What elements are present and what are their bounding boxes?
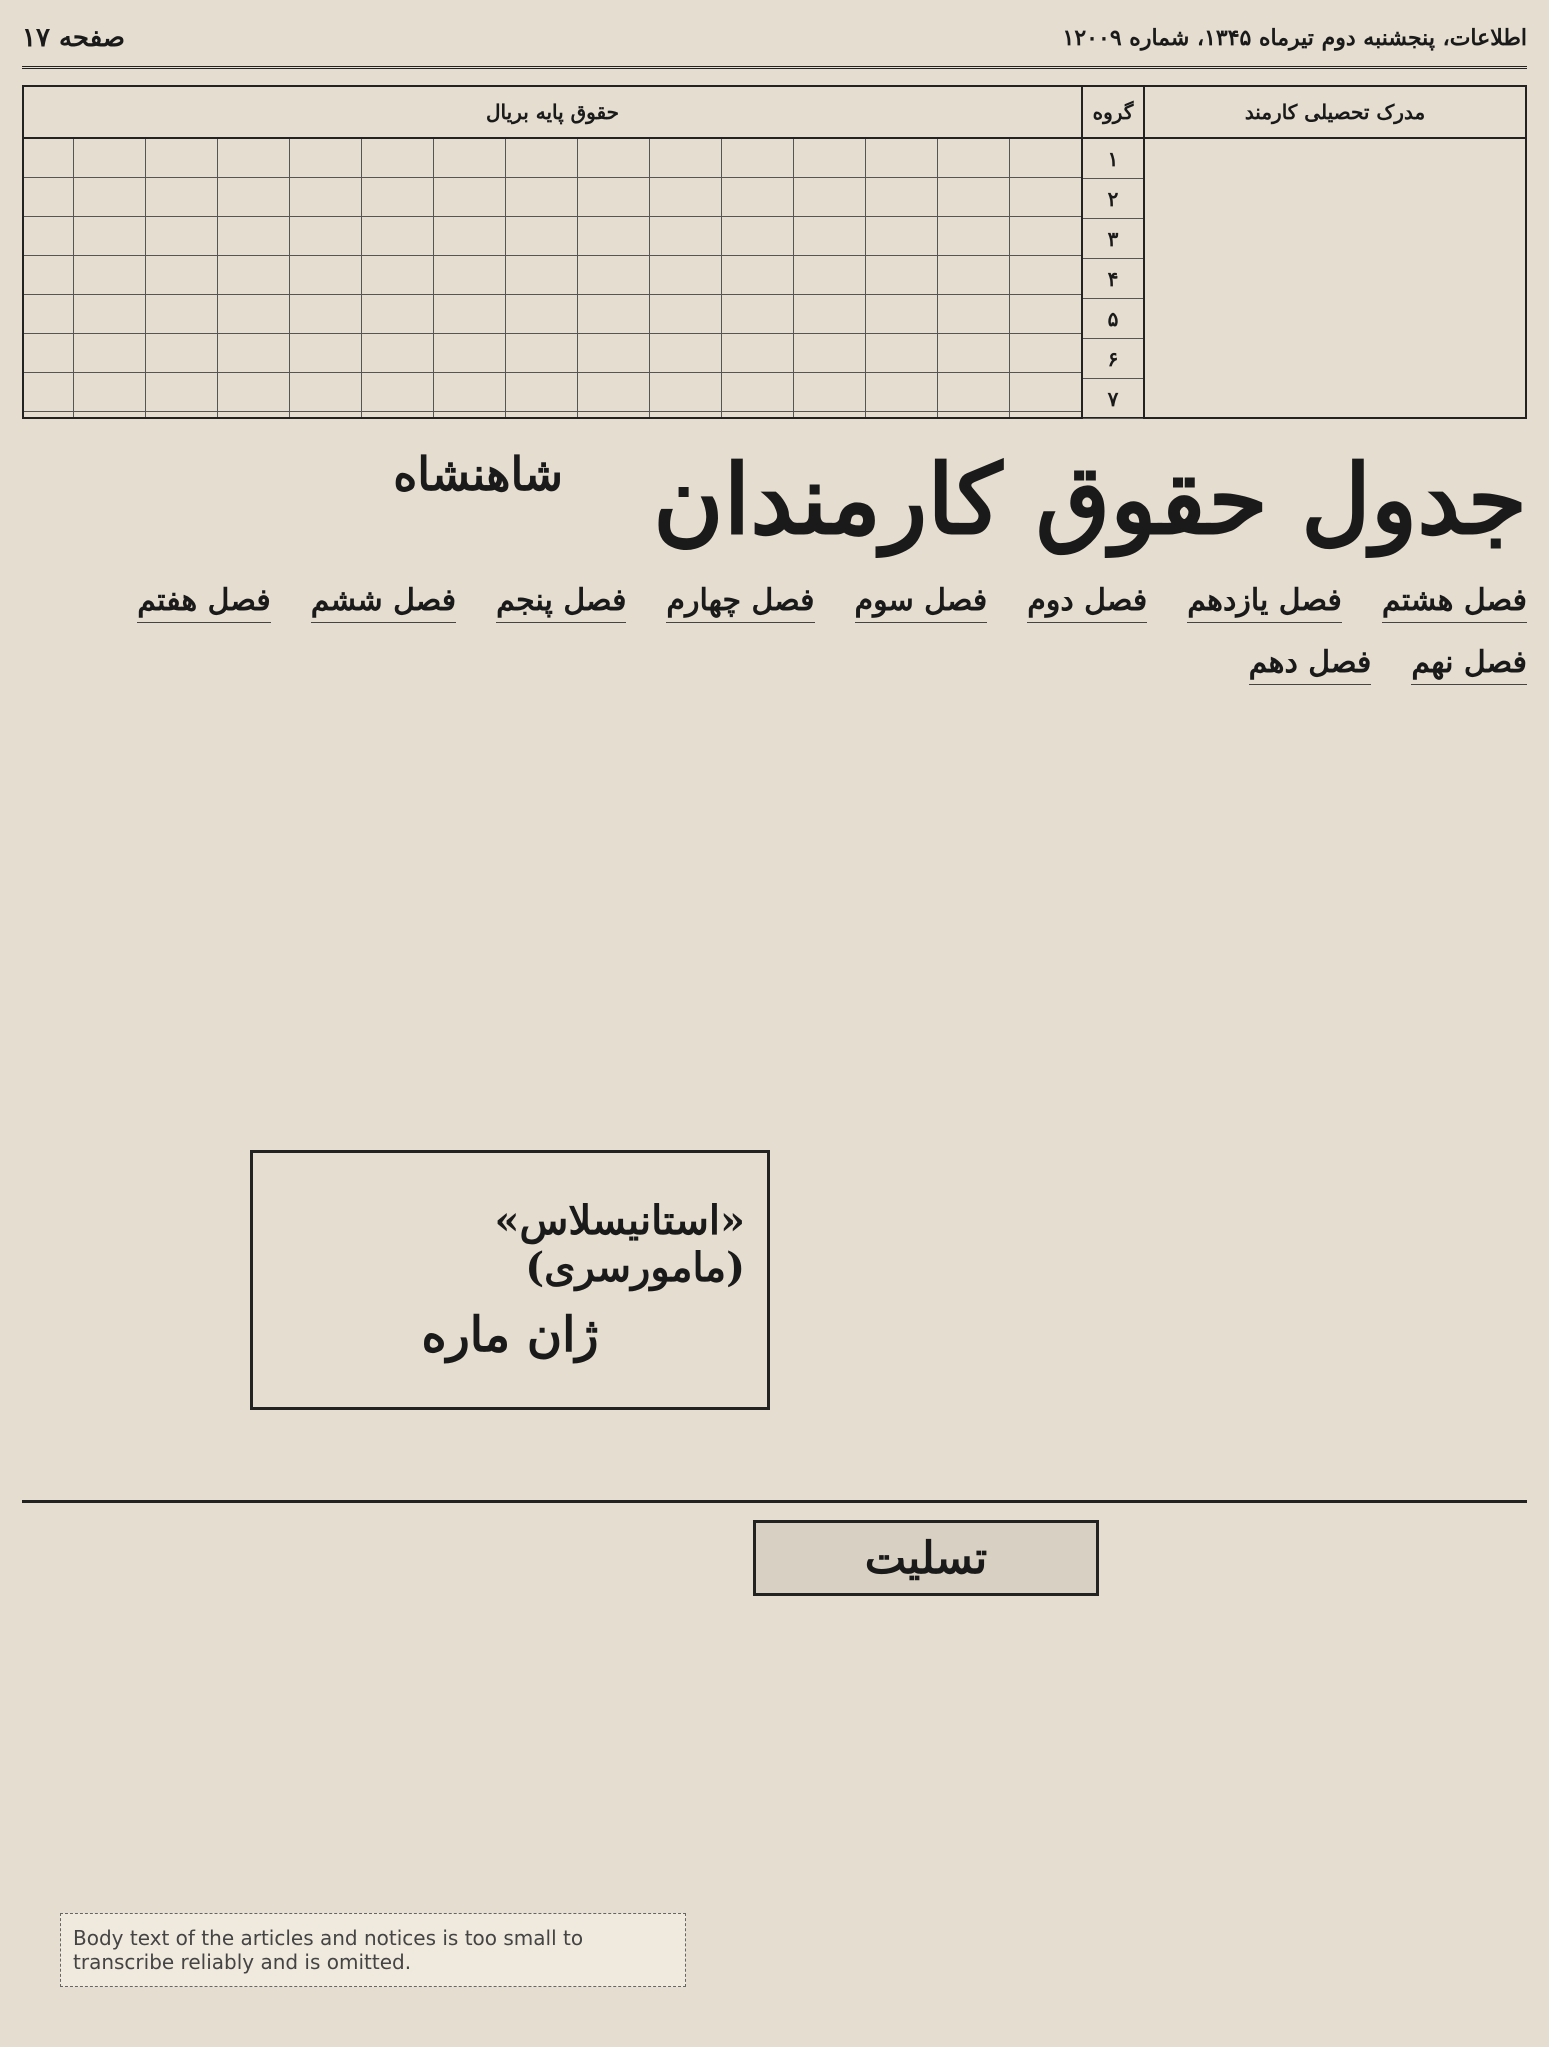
section-headings xyxy=(22,583,1527,685)
section-heading: فصل هشتم xyxy=(1382,583,1527,623)
qualification-header: مدرک تحصیلی کارمند xyxy=(1145,87,1525,139)
section-heading: فصل ششم xyxy=(311,583,456,623)
section-heading: فصل یازدهم xyxy=(1187,583,1342,623)
section-heading: فصل چهارم xyxy=(666,583,814,623)
main-headline: جدول حقوق کارمندان xyxy=(653,443,1527,556)
section-heading: فصل دهم xyxy=(1249,645,1372,685)
section-heading: فصل نهم xyxy=(1411,645,1527,685)
condolence-header: تسلیت xyxy=(753,1520,1099,1596)
qualification-column xyxy=(1143,87,1525,417)
masthead xyxy=(22,18,1527,69)
base-salary-column xyxy=(24,87,1081,417)
film-advertisement xyxy=(250,1150,770,1410)
section-heading: فصل هفتم xyxy=(137,583,271,623)
side-headline: شاهنشاه xyxy=(393,447,564,501)
section-heading: فصل پنجم xyxy=(496,583,626,623)
grade-cell: ۴ xyxy=(1083,259,1143,299)
base-salary-grid xyxy=(24,139,1081,417)
grade-cell: ۵ xyxy=(1083,299,1143,339)
headline-row xyxy=(22,443,1527,556)
grade-header: گروه xyxy=(1083,87,1143,139)
section-heading: فصل سوم xyxy=(855,583,988,623)
grade-cell: ۱ xyxy=(1083,139,1143,179)
transcription-note: Body text of the articles and notices is too small to transcribe reliably and is omitted. xyxy=(60,1913,686,1987)
grade-cell: ۶ xyxy=(1083,339,1143,379)
film-lead-actor: ژان ماره xyxy=(421,1307,599,1363)
grade-cell: ۳ xyxy=(1083,219,1143,259)
grade-cell: ۲ xyxy=(1083,179,1143,219)
edition-line: اطلاعات، پنجشنبه دوم تیرماه ۱۳۴۵، شماره ۱۲۰۰۹ xyxy=(1062,25,1527,51)
grade-list xyxy=(1083,139,1143,419)
grade-column xyxy=(1081,87,1143,417)
page-number: صفحه ۱۷ xyxy=(22,23,125,53)
film-title: «استانیسلاس» (مامورسری) xyxy=(494,1197,745,1291)
salary-table xyxy=(22,85,1527,419)
base-salary-header: حقوق پایه بریال xyxy=(24,87,1081,139)
section-heading: فصل دوم xyxy=(1027,583,1147,623)
grade-cell: ۷ xyxy=(1083,379,1143,419)
